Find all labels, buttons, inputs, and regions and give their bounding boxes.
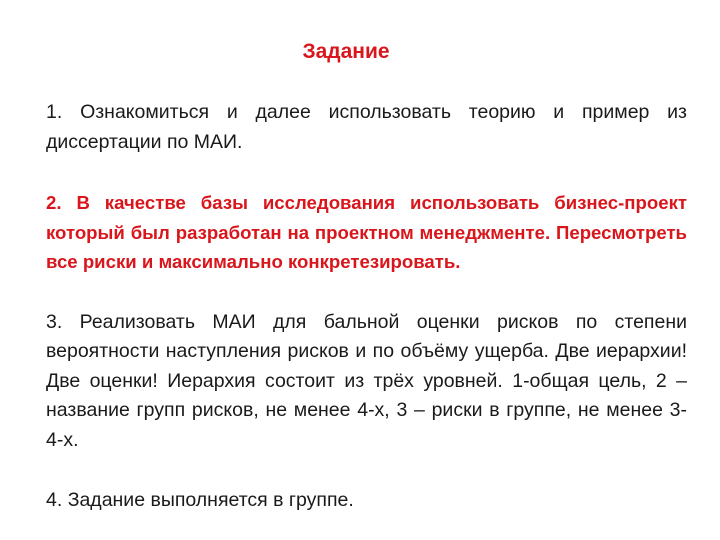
task-text: Реализовать МАИ для бальной оценки рисков по степени вероятности наступления рисков и по объёму ущерба. Две иерархии! Две оценки! Иерархия состоит из трёх уровней. 1-общая цель, 2 – название групп рисков, не менее 4-х, 3 – риски в группе, не менее 3-4-х.: [46, 310, 687, 451]
slide-title: Задание: [302, 40, 390, 63]
task-number: 1.: [46, 101, 63, 123]
task-number: 3.: [46, 310, 63, 333]
task-item-3: [46, 308, 687, 456]
task-text: Задание выполняется в группе.: [67, 489, 354, 511]
task-list: [46, 98, 687, 516]
task-item-4: [46, 486, 687, 516]
task-item-1: [46, 98, 687, 157]
task-text: Ознакомиться и далее использовать теорию и пример из диссертации по МАИ.: [46, 101, 687, 153]
task-item-2: [46, 188, 687, 277]
task-text: В качестве базы исследования использовать бизнес-проект который был разработан на проектном менеджменте. Пересмотреть все риски и максимально конкретезировать.: [46, 192, 687, 272]
task-number: 4.: [46, 489, 63, 511]
task-number: 2.: [46, 192, 62, 213]
